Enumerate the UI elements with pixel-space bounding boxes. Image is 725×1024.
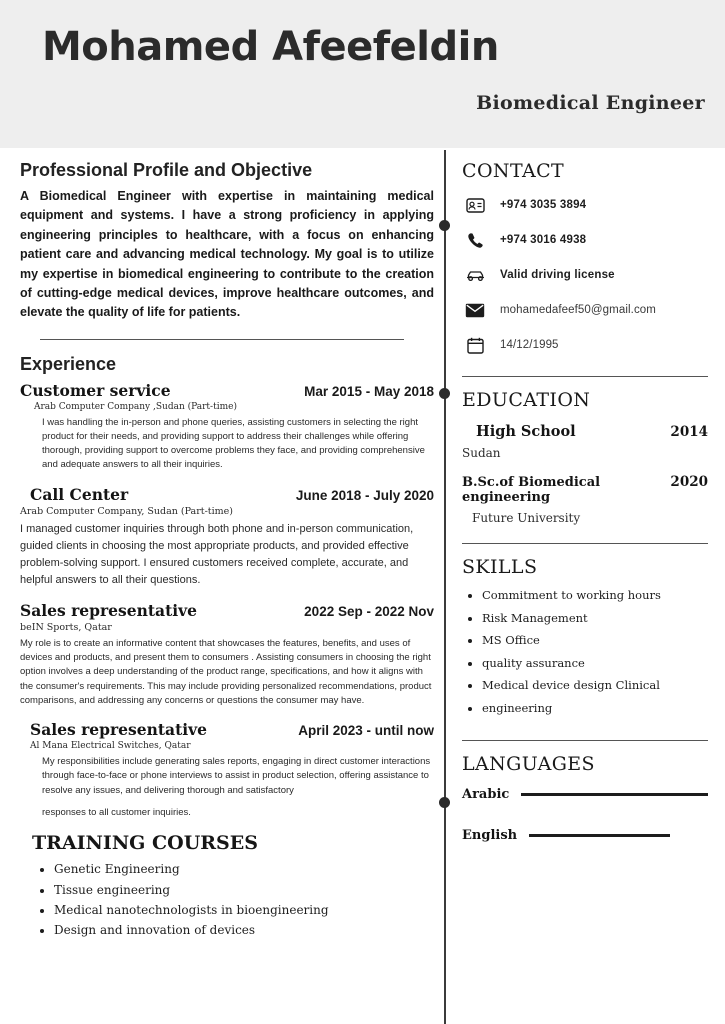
education-item: [462, 474, 708, 525]
experience-item: [20, 601, 434, 708]
language-name: Arabic: [462, 787, 510, 802]
car-icon: [462, 264, 488, 286]
education-section-title: EDUCATION: [462, 389, 591, 411]
section-divider: [40, 339, 404, 340]
contact-item-phone-1: [462, 194, 708, 216]
section-divider: [462, 376, 708, 377]
experience-job-org: Arab Computer Company, Sudan (Part-time): [20, 505, 233, 517]
education-place: Sudan: [462, 446, 501, 460]
contact-value: mohamedafeef50@gmail.com: [500, 304, 656, 316]
education-degree: B.Sc.of Biomedical engineering: [462, 475, 601, 505]
experience-job-date: 2022 Sep - 2022 Nov: [304, 603, 434, 619]
training-section-title: TRAINING COURSES: [32, 832, 258, 855]
education-degree: High School: [476, 423, 576, 440]
column-divider: [444, 150, 446, 1024]
experience-item-header: [20, 381, 434, 400]
training-list-item: • Tissue engineering: [54, 881, 434, 900]
right-column: [462, 160, 708, 857]
skills-list-item: • engineering: [482, 703, 708, 715]
skills-list-item: • quality assurance: [482, 658, 708, 670]
envelope-icon: [462, 299, 488, 321]
contact-value: Valid driving license: [500, 269, 615, 281]
experience-job-date: April 2023 - until now: [298, 723, 434, 739]
experience-section-title: Experience: [20, 353, 117, 374]
education-place: Future University: [472, 511, 581, 525]
experience-job-date: June 2018 - July 2020: [295, 487, 434, 503]
candidate-name: Mohamed Afeefeldin: [42, 24, 499, 70]
experience-job-title: Sales representative: [20, 600, 197, 620]
education-year: 2020: [670, 474, 708, 490]
language-item: [462, 787, 708, 802]
experience-job-description: My responsibilities include generating sales reports, engaging in direct customer interactions through face-to-face or phone interviews to assist in product selection, offering assistance to resolve any issues, and delivering thorough and satisfactory: [42, 756, 431, 796]
experience-item-header: [20, 720, 434, 739]
section-divider: [462, 543, 708, 544]
experience-job-date: Mar 2015 - May 2018: [304, 383, 434, 399]
id-card-icon: [462, 194, 488, 216]
training-list-item: • Design and innovation of devices: [54, 921, 434, 940]
contact-item-birthdate: [462, 334, 708, 356]
training-list: [20, 860, 434, 941]
skills-list-item: • Commitment to working hours: [482, 590, 708, 602]
skills-list-item: • Medical device design Clinical: [482, 680, 708, 692]
experience-job-description-cont: responses to all customer inquiries.: [42, 806, 191, 818]
divider-dot-icon: [439, 388, 450, 399]
experience-job-title: Customer service: [20, 380, 171, 400]
skills-section-title: SKILLS: [462, 556, 538, 578]
education-item-header: [462, 474, 708, 505]
contact-value: +974 3035 3894: [500, 199, 587, 211]
profile-text: A Biomedical Engineer with expertise in maintaining medical equipment and systems. I have a strong proficiency in applying engineering principles to healthcare, with a focus on enhancing patient care and advancing medical technology. My goal is to utilize my expertise in biomedical engineering to contribute to the creation of cutting-edge medical devices, improve healthcare outcomes, and elevate the quality of life for patients.: [20, 189, 434, 320]
resume-header: [0, 0, 725, 148]
contact-value: +974 3016 4938: [500, 234, 587, 246]
experience-job-description: I was handling the in-person and phone queries, assisting customers in selecting the right product for their needs, and providing support to address their challenges while offering thorough, providing support to overcome problems they face, and providing comprehensive and adequate answers to all their inquiries.: [42, 416, 425, 471]
language-level-bar: [529, 834, 670, 837]
experience-job-title: Sales representative: [30, 720, 207, 740]
experience-job-description: I managed customer inquiries through both phone and in-person communication, guided clients in choosing the most appropriate products, and provided effective problem-solving support. I ensured customers received complete, accurate, and helpful answers to all their questions.: [20, 522, 414, 586]
education-item-header: [462, 423, 708, 440]
language-level-bar: [521, 793, 708, 796]
skills-list-item: • MS Office: [482, 635, 708, 647]
contact-value: 14/12/1995: [500, 339, 559, 351]
training-list-item: • Genetic Engineering: [54, 860, 434, 879]
language-item: [462, 828, 708, 843]
profile-section-title: Professional Profile and Objective: [20, 160, 313, 180]
contact-section-title: CONTACT: [462, 160, 565, 182]
training-list-item: • Medical nanotechnologists in bioengineering: [54, 901, 434, 920]
section-divider: [462, 740, 708, 741]
experience-item: [20, 720, 434, 820]
contact-item-phone-2: [462, 229, 708, 251]
contact-item-email[interactable]: [462, 299, 708, 321]
contact-item-driving-license: [462, 264, 708, 286]
experience-item: [20, 485, 434, 589]
experience-job-description: My role is to create an informative content that showcases the features, benefits, and uses of devices and products, and present them to consumers . Assisting consumers in choosing the right option involves a deep understanding of the product range, specifications, and how it aligns with the consumer's requirements. This may include providing personalized recommendations, product comparisons, and addressing any concerns or questions the consumer may have.: [20, 637, 432, 706]
skills-list-item: • Risk Management: [482, 613, 708, 625]
left-column: [20, 160, 434, 942]
education-year: 2014: [670, 424, 708, 440]
experience-item: [20, 381, 434, 473]
candidate-role: Biomedical Engineer: [476, 92, 705, 114]
experience-job-org: Al Mana Electrical Switches, Qatar: [30, 741, 191, 752]
experience-job-title: Call Center: [30, 484, 129, 504]
language-name: English: [462, 828, 518, 843]
divider-dot-icon: [439, 220, 450, 231]
experience-job-org: beIN Sports, Qatar: [20, 621, 112, 633]
experience-item-header: [20, 601, 434, 620]
experience-job-org: Arab Computer Company ,Sudan (Part-time): [34, 401, 237, 412]
phone-icon: [462, 229, 488, 251]
skills-list: [462, 590, 708, 714]
calendar-icon: [462, 334, 488, 356]
experience-item-header: [20, 485, 434, 504]
languages-section-title: LANGUAGES: [462, 753, 595, 775]
divider-dot-icon: [439, 797, 450, 808]
education-item: [462, 423, 708, 460]
